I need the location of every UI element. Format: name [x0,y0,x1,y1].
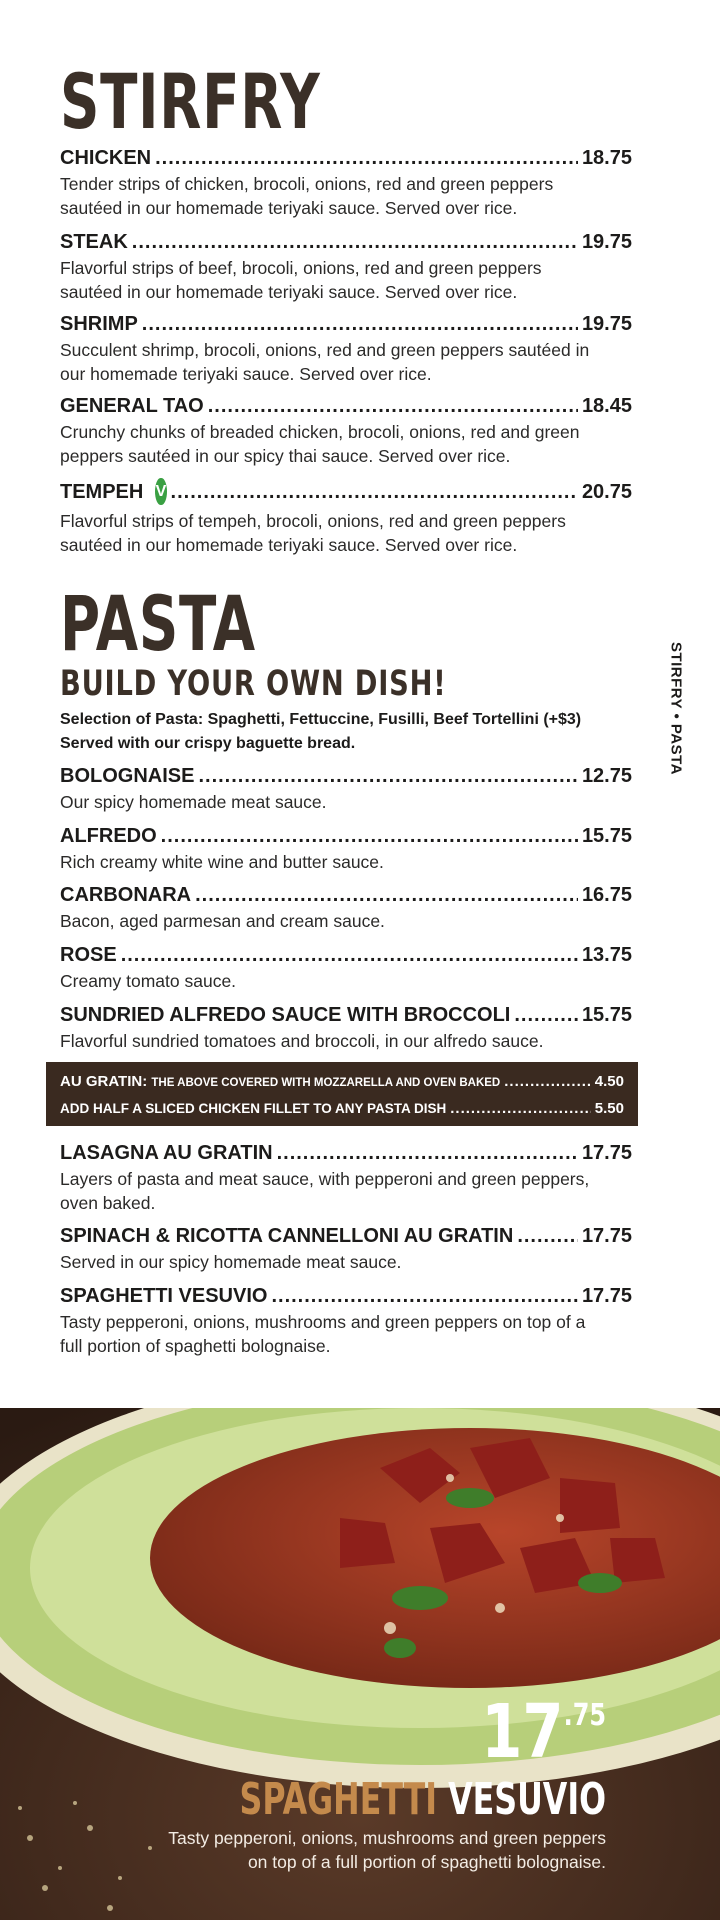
item-description: Flavorful strips of beef, brocoli, onions, red and green peppers sautéed in our homemade teriyaki sauce. Served over rice. [60,258,542,302]
menu-item-carbonara [60,883,632,933]
menu-item-general-tao [60,394,632,468]
item-name: STEAK [60,231,128,253]
feature-description [86,1826,606,1874]
dot-leader [450,1096,591,1122]
item-name: CHICKEN [60,147,152,169]
menu-item-spaghetti-vesuvio [60,1284,632,1358]
item-price: 19.75 [581,231,632,253]
dot-leader [142,312,578,336]
item-description: Creamy tomato sauce. [60,971,237,991]
item-name: SUNDRIED ALFREDO SAUCE WITH BROCCOLI [60,1004,511,1026]
side-section-label: STIRFRY • PASTA [667,641,685,776]
add-chicken-text: ADD HALF A SLICED CHICKEN FILLET TO ANY PASTA DISH [60,1101,447,1116]
item-name: GENERAL TAO [60,395,204,417]
feature-title-part-2: VESUVIO [448,1774,606,1825]
menu-item-cannelloni [60,1224,632,1274]
item-name: SHRIMP [60,313,138,335]
dot-leader [195,883,578,907]
item-name: SPINACH & RICOTTA CANNELLONI AU GRATIN [60,1225,514,1247]
au-gratin-price: 4.50 [594,1073,624,1090]
pasta-intro [60,708,581,756]
item-price: 17.75 [581,1142,632,1164]
item-description: Layers of pasta and meat sauce, with pepperoni and green peppers, oven baked. [60,1169,590,1213]
feature-price-whole: 17 [481,1689,564,1775]
feature-title-part-1: SPAGHETTI [239,1774,438,1825]
menu-item-lasagna [60,1141,632,1215]
menu-item-bolognaise [60,764,632,814]
feature-description-line-1: Tasty pepperoni, onions, mushrooms and green peppers [168,1828,606,1848]
item-description: Served in our spicy homemade meat sauce. [60,1252,402,1272]
item-price: 12.75 [581,765,632,787]
dot-leader [171,480,578,504]
dot-leader [155,146,578,170]
item-price: 18.75 [581,147,632,169]
add-chicken-line [60,1096,624,1122]
dot-leader [208,394,578,418]
item-name: CARBONARA [60,884,192,906]
item-price: 18.45 [581,395,632,417]
item-description: Rich creamy white wine and butter sauce. [60,852,384,872]
item-price: 20.75 [581,481,632,503]
dot-leader [277,1141,578,1165]
menu-item-shrimp [60,312,632,386]
menu-item-sundried-alfredo [60,1003,632,1053]
item-description: Flavorful sundried tomatoes and broccoli, in our alfredo sauce. [60,1031,544,1051]
dot-leader [504,1069,591,1095]
menu-item-tempeh [60,480,632,557]
item-description: Succulent shrimp, brocoli, onions, red and green peppers sautéed in our homemade teriyaki sauce. Served over rice. [60,340,590,384]
item-price: 19.75 [581,313,632,335]
item-price: 15.75 [581,1004,632,1026]
item-price: 17.75 [581,1285,632,1307]
item-price: 16.75 [581,884,632,906]
dot-leader [514,1003,578,1027]
item-description: Flavorful strips of tempeh, brocoli, onions, red and green peppers sautéed in our homemade teriyaki sauce. Served over rice. [60,511,566,555]
stirfry-heading: STIRFRY [60,57,321,146]
item-name: LASAGNA AU GRATIN [60,1142,273,1164]
feature-price-cents: .75 [563,1698,606,1733]
dot-leader [121,943,578,967]
item-price: 15.75 [581,825,632,847]
au-gratin-line [60,1069,624,1096]
dot-leader [198,764,577,788]
vegan-leaf-icon: V [155,478,166,505]
menu-item-rose [60,943,632,993]
menu-item-chicken [60,146,632,220]
dot-leader [517,1224,578,1248]
item-name: TEMPEH [60,481,144,503]
dot-leader [132,230,578,254]
item-name: BOLOGNAISE [60,765,195,787]
dot-leader [161,824,578,848]
au-gratin-band [46,1062,638,1126]
pasta-heading: PASTA [60,579,256,668]
item-description: Bacon, aged parmesan and cream sauce. [60,911,385,931]
au-gratin-text: THE ABOVE COVERED WITH MOZZARELLA AND OVEN BAKED [151,1077,501,1089]
item-name: ALFREDO [60,825,157,847]
menu-item-alfredo [60,824,632,874]
feature-description-line-2: on top of a full portion of spaghetti bolognaise. [247,1852,606,1872]
feature-title [239,1776,606,1824]
item-description: Our spicy homemade meat sauce. [60,792,327,812]
item-description: Tasty pepperoni, onions, mushrooms and green peppers on top of a full portion of spaghetti bolognaise. [60,1312,586,1356]
item-description: Crunchy chunks of breaded chicken, brocoli, onions, red and green peppers sautéed in our spicy thai sauce. Served over rice. [60,422,580,466]
item-price: 17.75 [581,1225,632,1247]
add-chicken-price: 5.50 [594,1100,624,1117]
au-gratin-label: AU GRATIN: [60,1073,148,1090]
feature-price [481,1689,606,1775]
pasta-selection-text: Selection of Pasta: Spaghetti, Fettuccine, Fusilli, Beef Tortellini (+$3) [60,711,582,728]
pasta-served-with-text: Served with our crispy baguette bread. [60,735,356,752]
menu-item-steak [60,230,632,304]
dot-leader [271,1284,577,1308]
item-name: SPAGHETTI VESUVIO [60,1285,268,1307]
item-price: 13.75 [581,944,632,966]
item-description: Tender strips of chicken, brocoli, onions, red and green peppers sautéed in our homemade teriyaki sauce. Served over rice. [60,174,554,218]
build-your-own-heading: BUILD YOUR OWN DISH! [60,664,447,704]
item-name: ROSE [60,944,117,966]
